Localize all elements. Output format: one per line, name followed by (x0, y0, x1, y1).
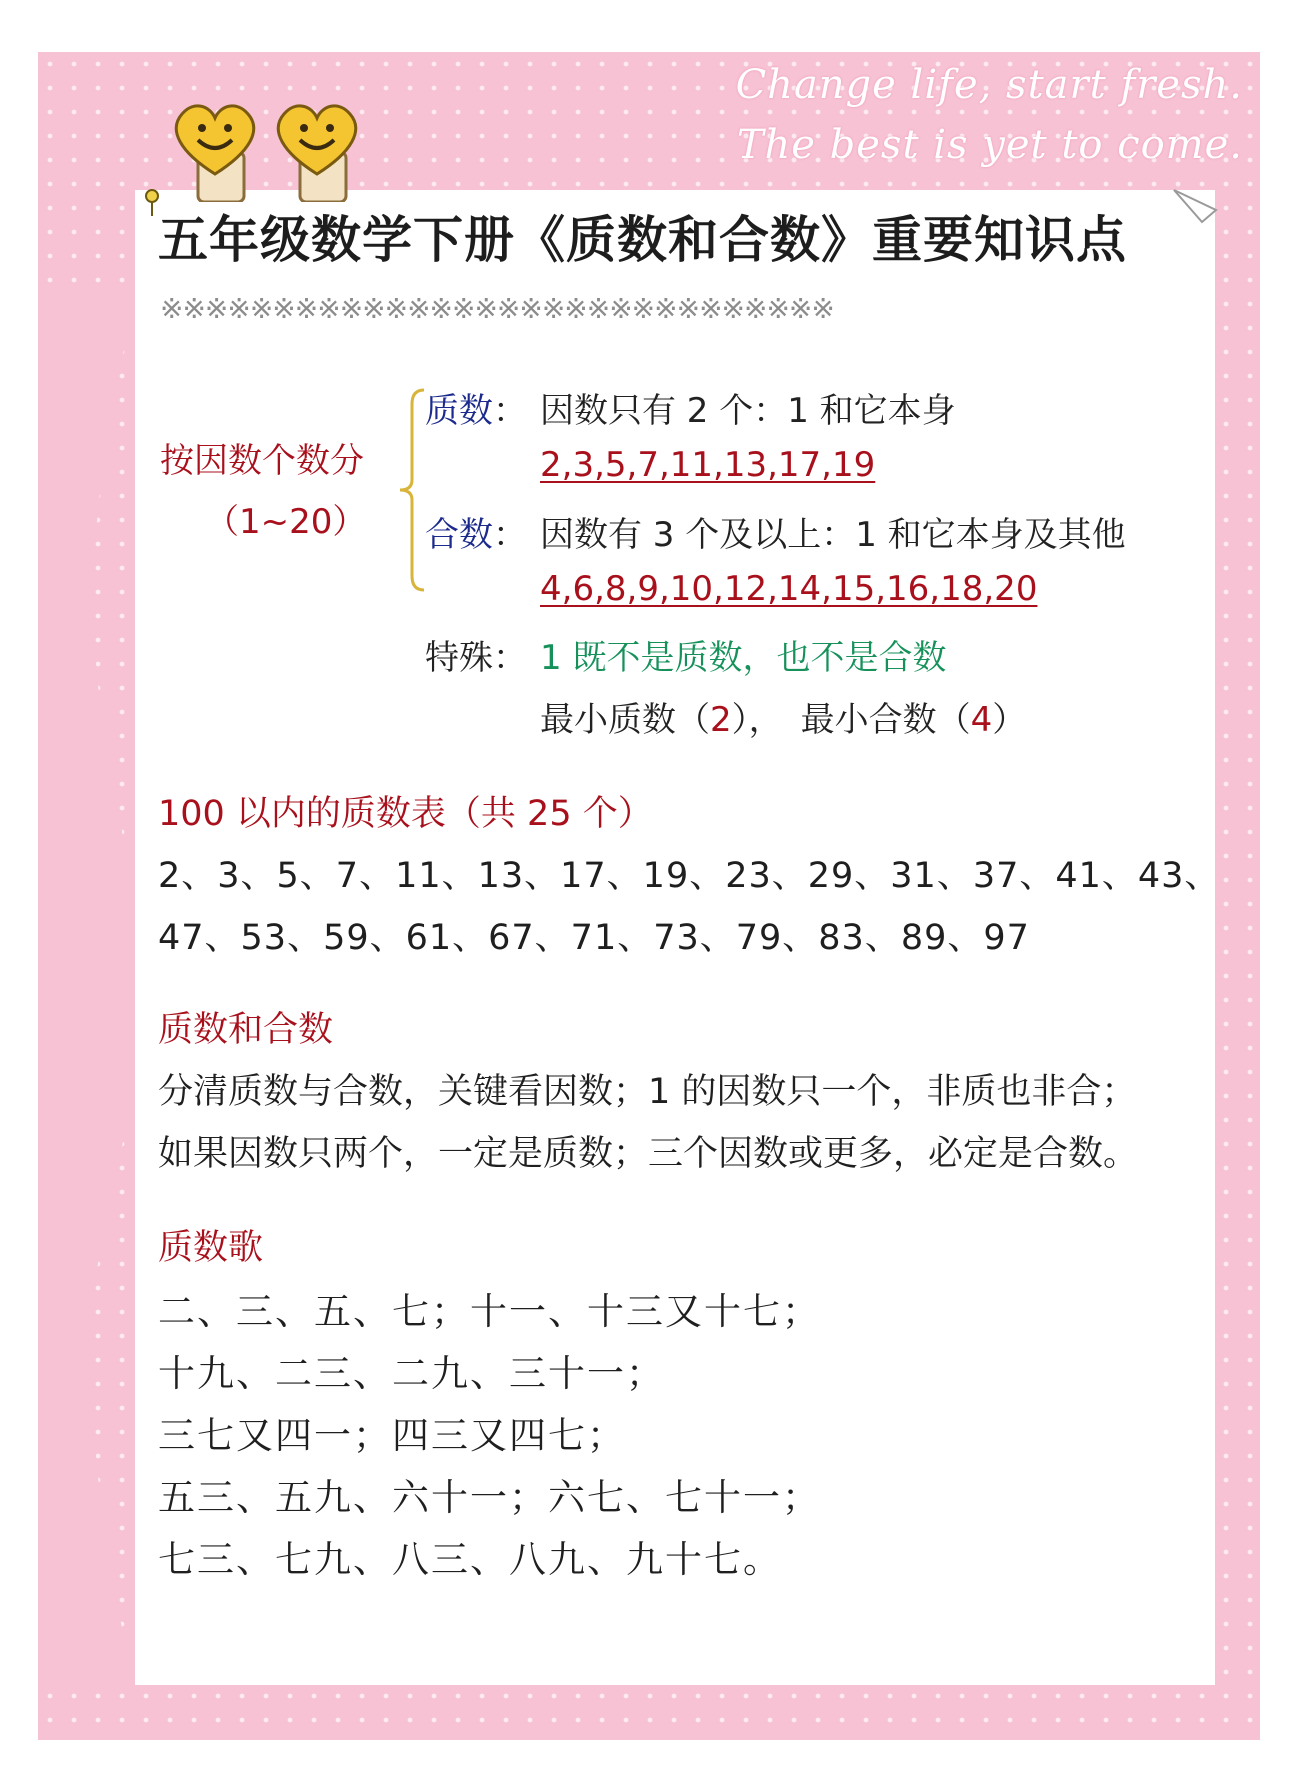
smallest-composite-label: 最小合数（ (800, 700, 971, 740)
star-divider: ※※※※※※※※※※※※※※※※※※※※※※※※※※※※※※ (160, 292, 834, 325)
smallest-prime-label: 最小质数（ (540, 700, 710, 740)
rule-heading: 质数和合数 (158, 1010, 334, 1050)
prime-table-heading: 100 以内的质数表（共 25 个） (158, 794, 653, 834)
slogan-line-1: Change life, start fresh. (735, 62, 1243, 108)
smallest-composite-value: 4 (970, 700, 993, 740)
prime-table-line-2: 47、53、59、61、67、71、73、79、83、89、97 (158, 918, 1030, 958)
slogan-line-2: The best is yet to come. (736, 122, 1243, 168)
composite-examples: 4,6,8,9,10,12,14,15,16,18,20 (540, 569, 1038, 609)
curly-brace (388, 386, 428, 594)
smallest-prime-value: 2 (710, 700, 732, 740)
composite-sep: ： (493, 515, 527, 555)
rule-line-1: 分清质数与合数，关键看因数；1 的因数只一个，非质也非合； (158, 1072, 1137, 1112)
prime-definition: 因数只有 2 个：1 和它本身 (540, 391, 956, 431)
smallest-values-row (540, 692, 1026, 741)
composite-definition: 因数有 3 个及以上：1 和它本身及其他 (540, 515, 1126, 555)
smallest-prime-close: ）， (731, 700, 783, 740)
smallest-composite-close: ） (992, 700, 1027, 740)
song-line: 七三、七九、八三、八九、九十七。 (158, 1538, 782, 1581)
special-note: 1 既不是质数，也不是合数 (540, 638, 947, 678)
prime-term: 质数 (425, 391, 493, 431)
classification-label: 按因数个数分 (160, 441, 364, 481)
classification-range: （1~20） (205, 502, 367, 542)
page-title: 五年级数学下册《质数和合数》重要知识点 (158, 211, 1127, 269)
smiley-heart-icon (160, 92, 270, 202)
prime-examples: 2,3,5,7,11,13,17,19 (540, 445, 876, 485)
composite-term-row (425, 507, 527, 556)
composite-term: 合数 (425, 515, 493, 555)
song-line: 二、三、五、七；十一、十三又十七； (158, 1290, 821, 1333)
prime-sep: ： (493, 391, 527, 431)
prime-table-line-1: 2、3、5、7、11、13、17、19、23、29、31、37、41、43、 (158, 856, 1221, 896)
song-line: 五三、五九、六十一；六七、七十一； (158, 1476, 821, 1519)
prime-term-row (425, 383, 527, 432)
smiley-heart-icon (262, 92, 372, 202)
song-line: 三七又四一；四三又四七； (158, 1414, 626, 1457)
song-line: 十九、二三、二九、三十一； (158, 1352, 665, 1395)
special-term: 特殊： (425, 638, 527, 678)
song-heading: 质数歌 (158, 1228, 264, 1268)
rule-line-2: 如果因数只两个，一定是质数；三个因数或更多，必定是合数。 (158, 1134, 1139, 1174)
